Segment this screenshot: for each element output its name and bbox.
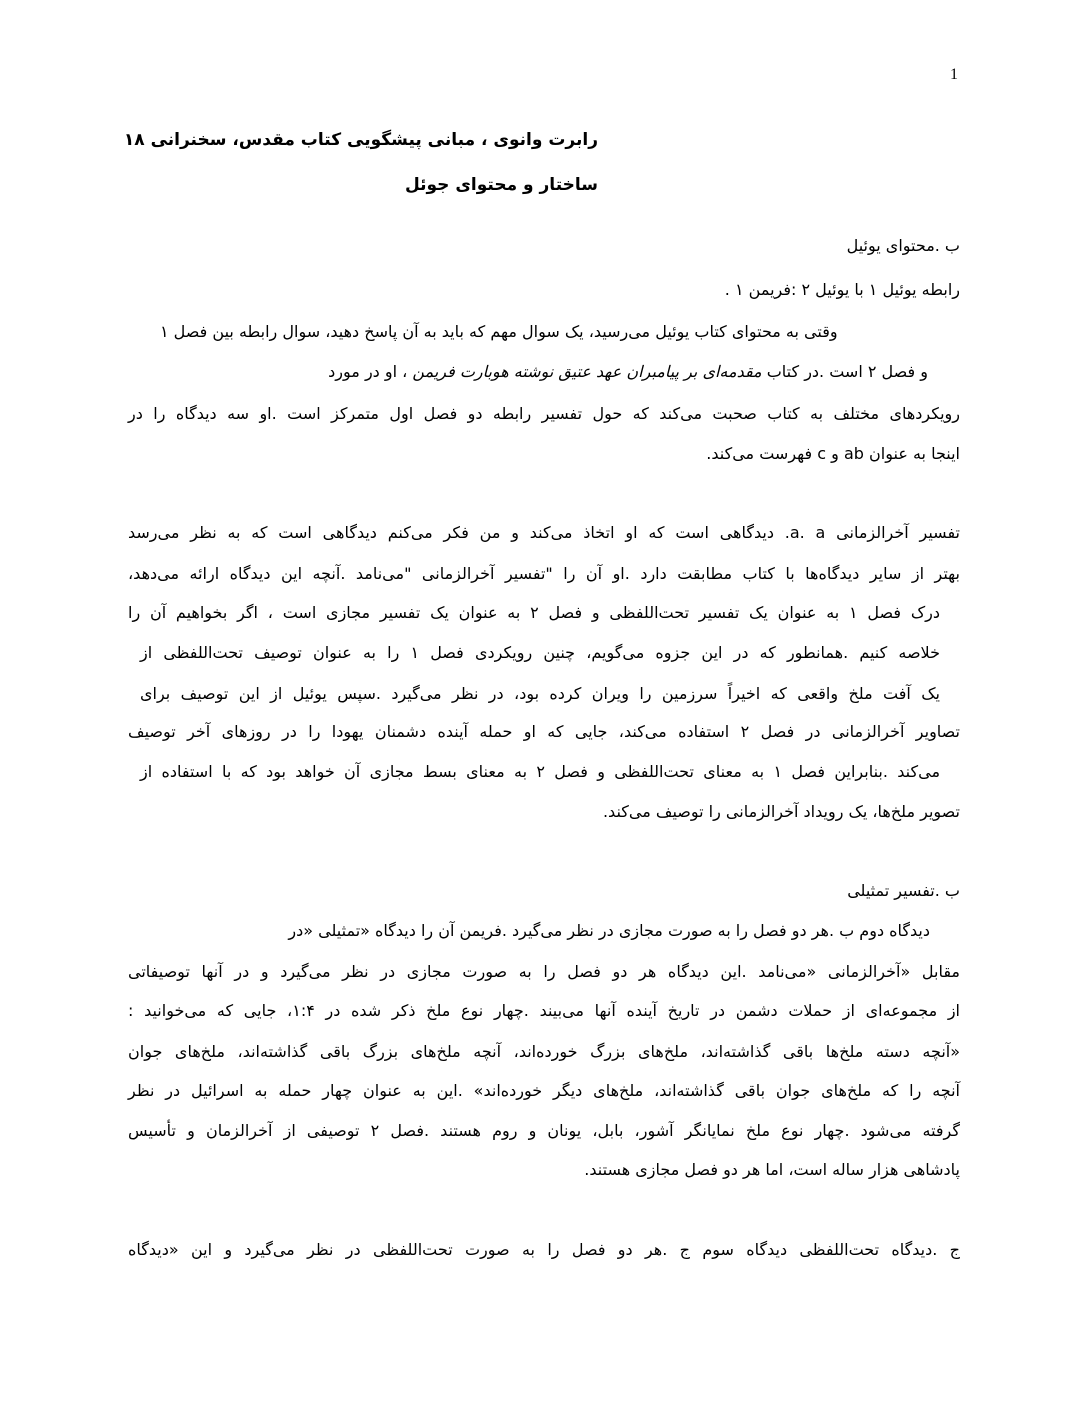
subheading: رابطه یوئیل ۱ با یوئیل ۲ :فریمن ۱ .: [724, 280, 960, 299]
paragraph-2-line-6: تصاویر آخرالزمانی در فصل ۲ استفاده می‌کند، جایی که او حمله آینده دشمنان یهودا را در روزهای آخر توصیف: [128, 722, 961, 741]
para1-line2-post: ، او در مورد: [328, 362, 408, 381]
paragraph-1-line-1: وقتی به محتوای کتاب یوئیل می‌رسید، یک سوال مهم که باید به آن پاسخ دهید، سوال رابطه بین فصل ۱: [160, 322, 838, 341]
paragraph-3-line-5: آنچه را که ملخ‌های جوان باقی گذاشته‌اند، ملخ‌های دیگر خورده‌اند» .این به عنوان چهار حمله به اسرائیل در نظر: [128, 1081, 960, 1100]
page-number: 1: [950, 66, 958, 83]
document-title: رابرت وانوی ، مبانی پیشگویی کتاب مقدس، سخنرانی ۱۸: [123, 130, 598, 150]
paragraph-2-line-3: درک فصل ۱ به عنوان یک تفسیر تحت‌اللفظی و فصل ۲ به عنوان یک تفسیر مجازی است ، اگر بخواهیم آن را: [128, 603, 941, 622]
paragraph-2-line-7: می‌کند .بنابراین فصل ۱ به معنای تحت‌اللفظی و فصل ۲ به معنای بسط مجازی آن خواهد بود که با استفاده از: [140, 762, 941, 781]
paragraph-3-line-1: دیدگاه دوم ب .هر دو فصل را به صورت مجازی در نظر می‌گیرد .فریمن آن را دیدگاه «تمثیلی «در: [288, 921, 930, 940]
document-subtitle: ساختار و محتوای جوئل: [404, 175, 598, 195]
subheading-b: ب .تفسیر تمثیلی: [847, 881, 960, 900]
paragraph-2-line-2: بهتر از سایر دیدگاه‌ها با کتاب مطابقت دارد .او آن را "تفسیر آخرالزمانی "می‌نامد .آنچه این دیدگاه ارائه می‌دهد،: [128, 564, 960, 583]
paragraph-3-line-4: «آنچه دسته ملخ‌ها باقی گذاشته‌اند، ملخ‌های بزرگ خورده‌اند، آنچه ملخ‌های بزرگ باقی گذاشته‌اند، ملخ‌های جوان: [128, 1042, 960, 1061]
para1-line2-pre: و فصل ۲ است .در کتاب: [766, 362, 928, 381]
paragraph-1-line-4: اینجا به عنوان ab و c فهرست می‌کند.: [706, 444, 960, 463]
paragraph-2-line-4: خلاصه کنیم .همانطور که در این جزوه می‌گویم، چنین رویکردی فصل ۱ را به عنوان توصیف تحت‌اللفظی از: [140, 643, 940, 662]
paragraph-3-line-6: گرفته می‌شود .چهار نوع ملخ نمایانگر آشور، بابل، یونان و روم هستند .فصل ۲ توصیفی از آخرالزمان و تأسیس: [128, 1121, 960, 1140]
paragraph-3-line-7: پادشاهی هزار ساله است، اما هر دو فصل مجازی هستند.: [584, 1160, 960, 1179]
paragraph-4-line-1: ج .دیدگاه تحت‌اللفظی دیدگاه سوم ج .هر دو فصل را به صورت تحت‌اللفظی در نظر می‌گیرد و این «دیدگاه: [128, 1240, 960, 1259]
paragraph-1-line-2: [128, 362, 928, 381]
paragraph-3-line-2: مقابل «آخرالزمانی «می‌نامد .این دیدگاه هر دو فصل را به صورت مجازی در نظر می‌گیرد و در آنها توصیفاتی: [128, 962, 960, 981]
paragraph-2-line-8: تصویر ملخ‌ها، یک رویداد آخرالزمانی را توصیف می‌کند.: [602, 802, 960, 821]
paragraph-2-line-1: تفسیر آخرالزمانی a. a. دیدگاهی است که او اتخاذ می‌کند و من فکر می‌کنم دیدگاهی است که به نظر می‌رسد: [128, 523, 961, 542]
paragraph-1-line-3: رویکردهای مختلف به کتاب صحبت می‌کند که حول تفسیر رابطه دو فصل اول متمرکز است .او سه دیدگاه را در: [128, 404, 960, 423]
book-title-italic: مقدمه‌ای بر پیامبران عهد عتیق نوشته هوبارت فریمن: [412, 362, 762, 381]
section-heading: ب .محتوای یوئیل: [846, 236, 960, 255]
paragraph-3-line-3: از مجموعه‌ای از حملات دشمن در تاریخ آینده آنها می‌بیند .چهار نوع ملخ ذکر شده در ۱:۴، جایی که می‌خوانید :: [128, 1001, 961, 1020]
paragraph-2-line-5: یک آفت ملخ واقعی که اخیراً سرزمین را ویران کرده بود، در نظر می‌گیرد .سپس یوئیل از این توصیف برای: [140, 684, 940, 703]
